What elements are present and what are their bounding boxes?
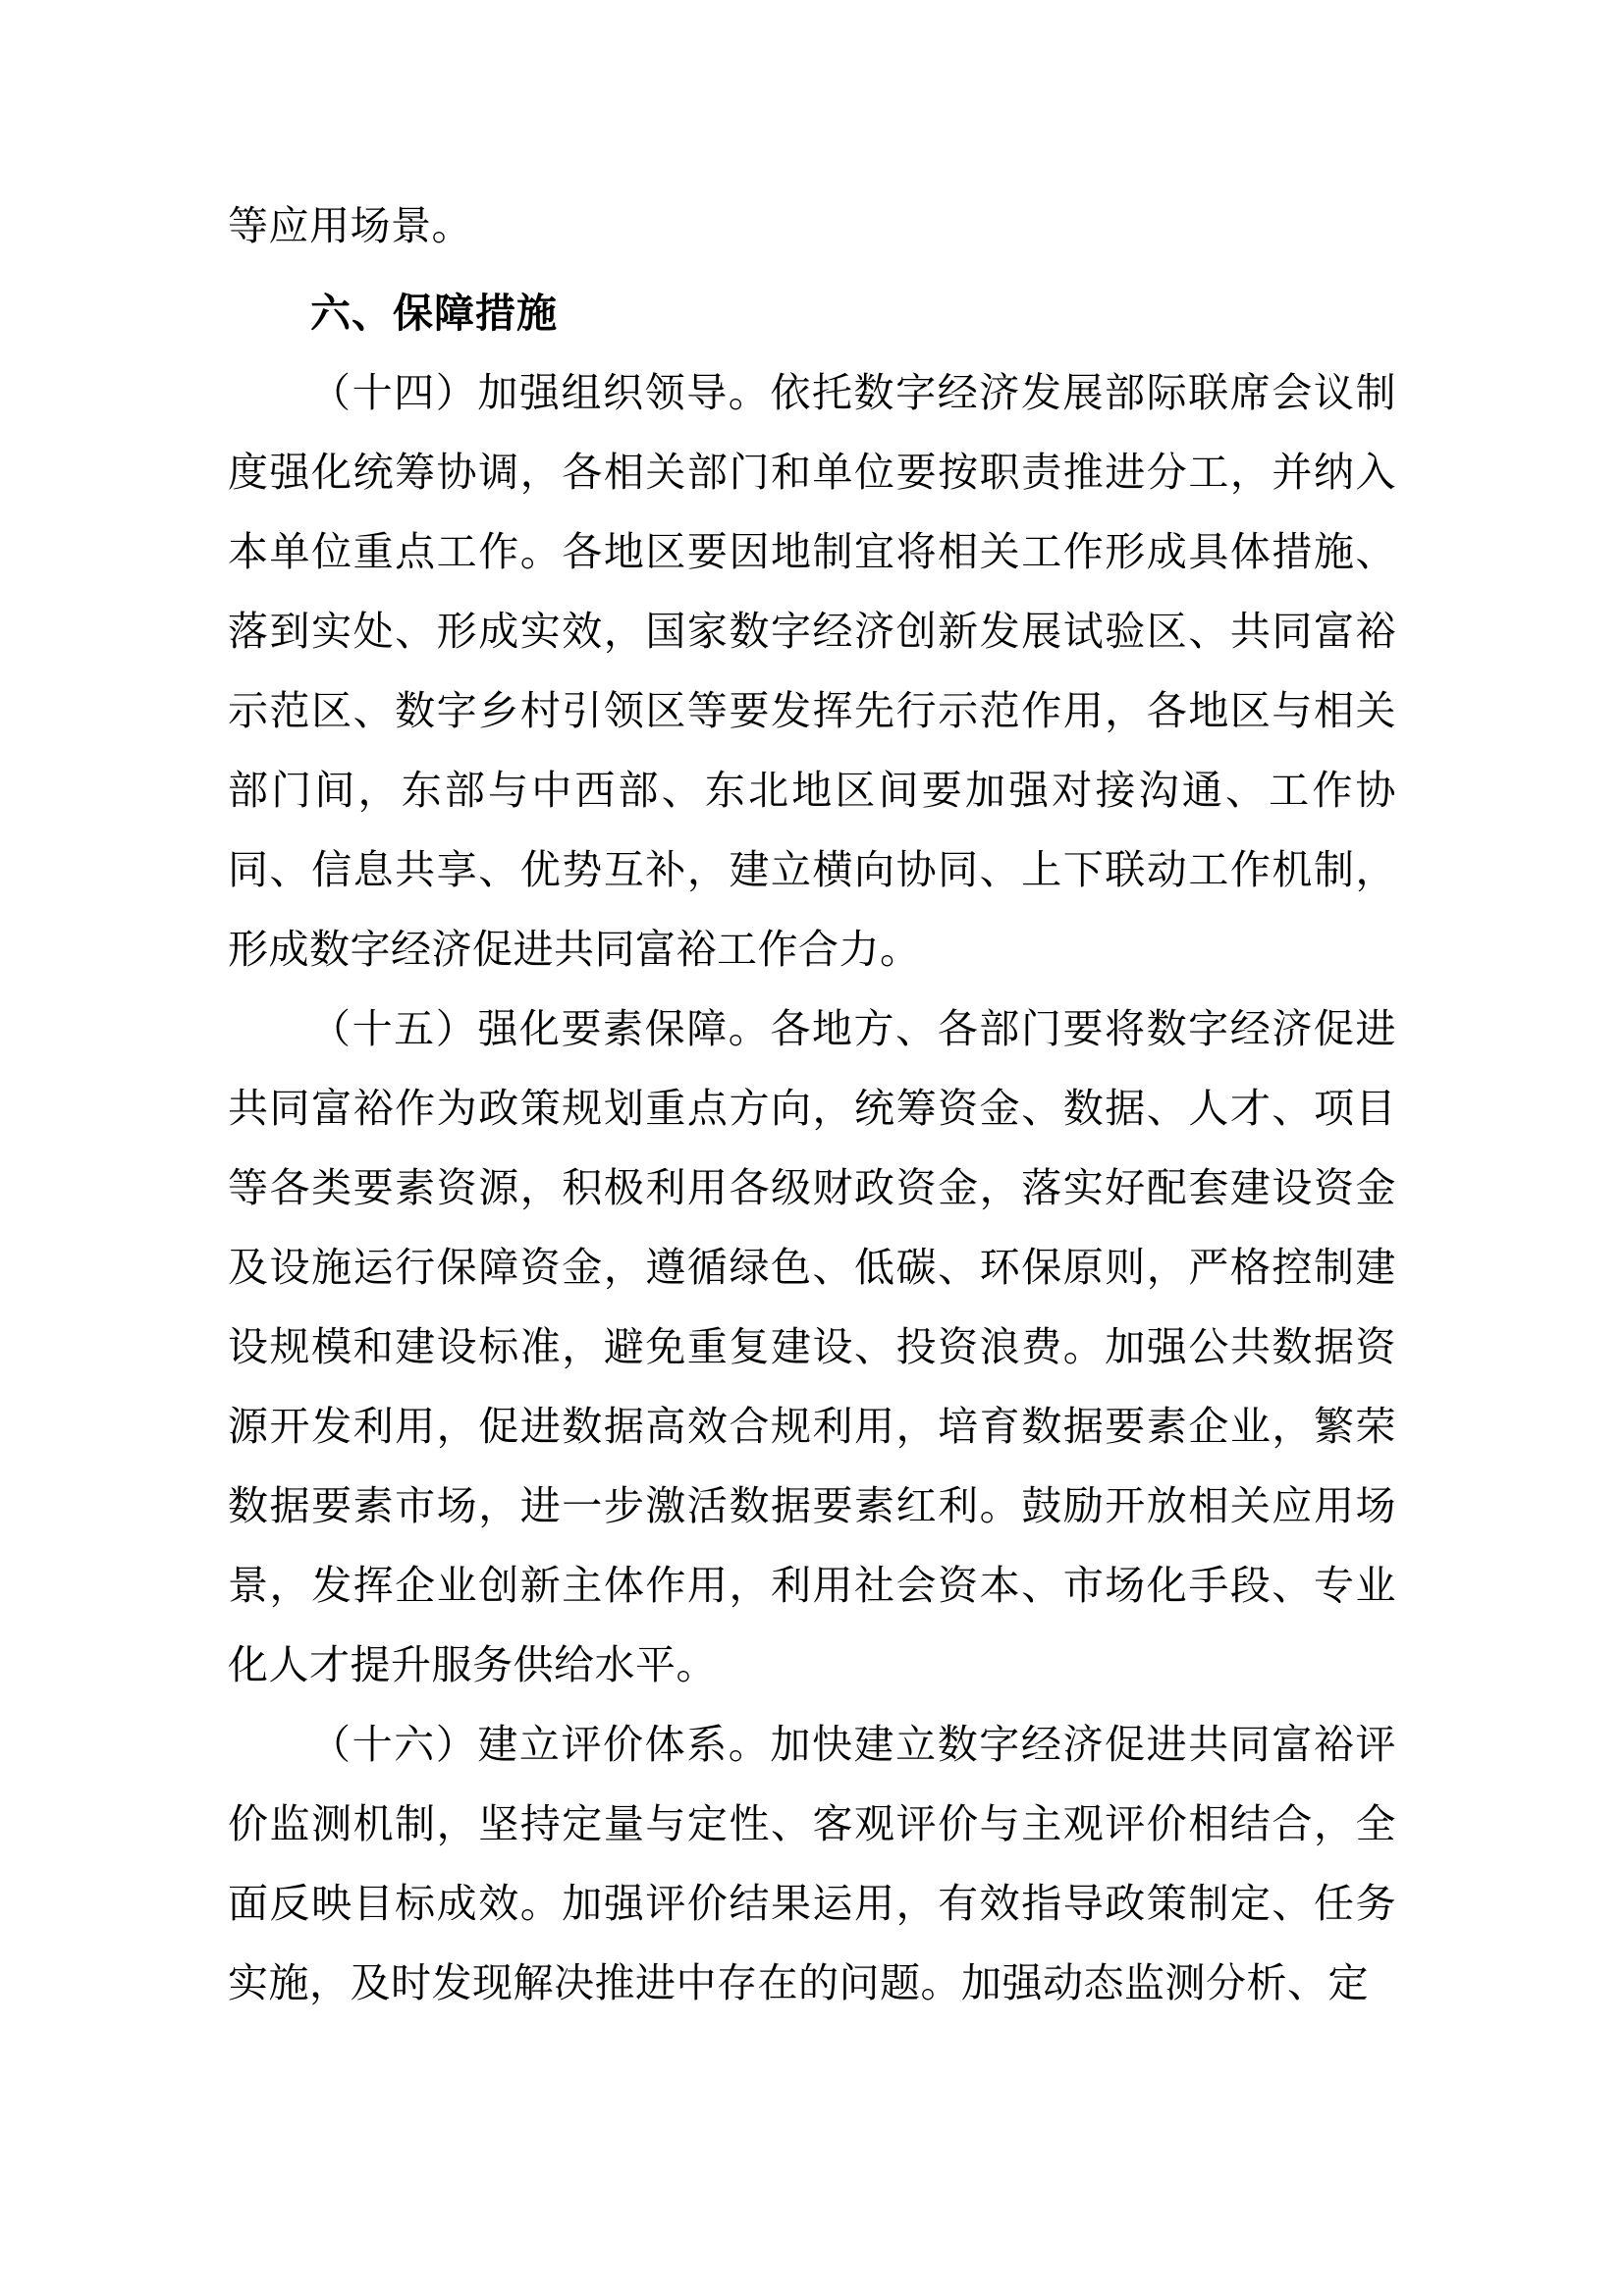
page-content [228,187,1396,2023]
paragraph-item-15: （十五）强化要素保障。各地方、各部门要将数字经济促进共同富裕作为政策规划重点方向，统筹资金、数据、人才、项目等各类要素资源，积极利用各级财政资金，落实好配套建设资金及设施运行保障资金，遵循绿色、低碳、环保原则，严格控制建设规模和建设标准，避免重复建设、投资浪费。加强公共数据资源开发利用，促进数据高效合规利用，培育数据要素企业，繁荣数据要素市场，进一步激活数据要素红利。鼓励开放相关应用场景，发挥企业创新主体作用，利用社会资本、市场化手段、专业化人才提升服务供给水平。 [228,1005,1396,1688]
paragraph-continuation-top: 等应用场景。 [228,202,472,249]
paragraph-item-14: （十四）加强组织领导。依托数字经济发展部际联席会议制度强化统筹协调，各相关部门和单位要按职责推进分工，并纳入本单位重点工作。各地区要因地制宜将相关工作形成具体措施、落到实处、形成实效，国家数字经济创新发展试验区、共同富裕示范区、数字乡村引领区等要发挥先行示范作用，各地区与相关部门间，东部与中西部、东北地区间要加强对接沟通、工作协同、信息共享、优势互补，建立横向协同、上下联动工作机制，形成数字经济促进共同富裕工作合力。 [228,369,1396,973]
section-heading-six: 六、保障措施 [310,290,558,337]
spacer [228,266,1396,274]
paragraph-item-16: （十六）建立评价体系。加快建立数字经济促进共同富裕评价监测机制，坚持定量与定性、客观评价与主观评价相结合，全面反映目标成效。加强评价结果运用，有效指导政策制定、任务实施，及时发现解决推进中存在的问题。加强动态监测分析、定 [228,1721,1396,2006]
